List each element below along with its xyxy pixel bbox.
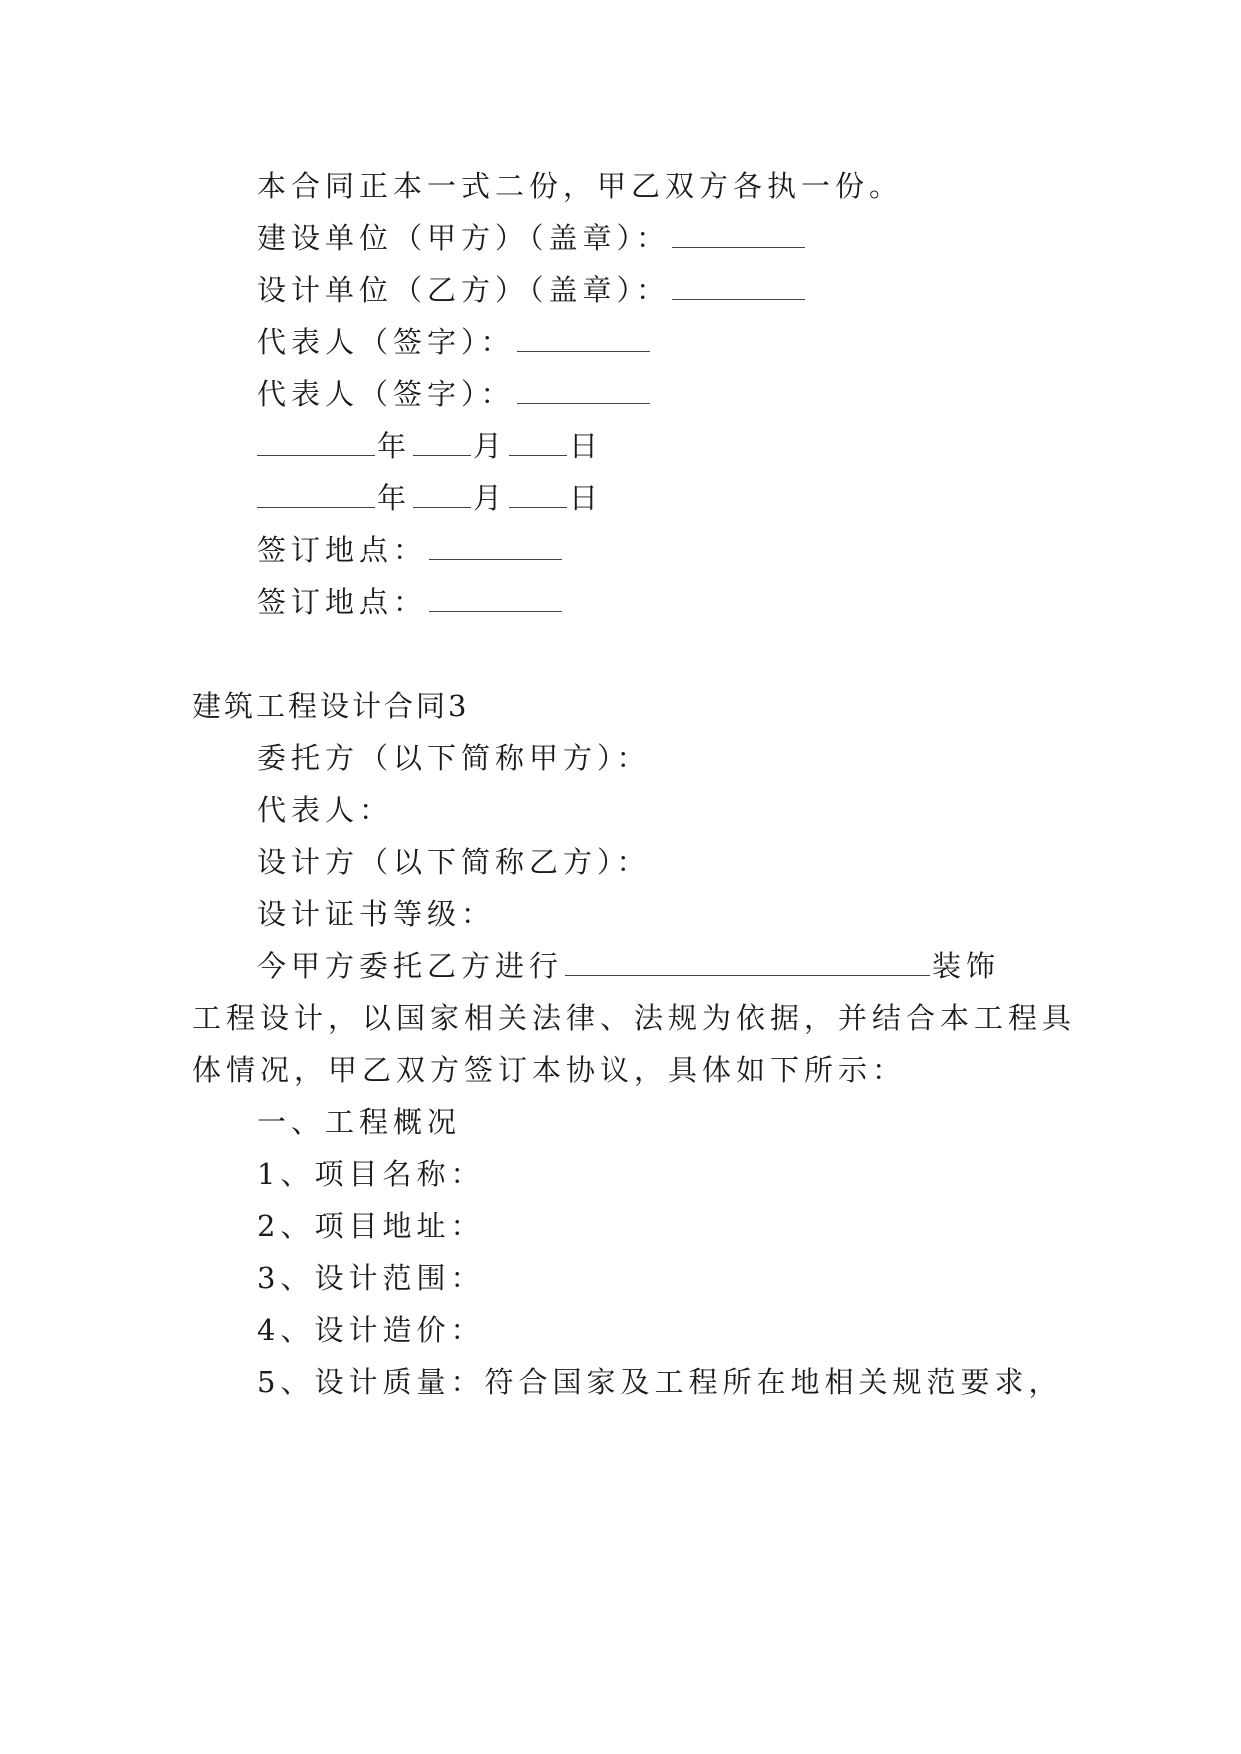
- copies-clause: 本合同正本一式二份，甲乙双方各执一份。: [257, 169, 904, 203]
- month-blank-b: [413, 483, 471, 508]
- signing-place-line-b: 签订地点：: [257, 582, 564, 622]
- representative-sign-line-a: 代表人（签字）：: [257, 322, 652, 362]
- signing-place-line-a: 签订地点：: [257, 530, 564, 570]
- item-design-cost: 4、设计造价：: [257, 1313, 485, 1347]
- day-blank-a: [509, 431, 567, 456]
- item-project-address: 2、项目地址：: [257, 1209, 485, 1243]
- item-design-quality: 5、设计质量：符合国家及工程所在地相关规范要求，: [257, 1365, 1063, 1399]
- project-name-blank: [565, 951, 930, 976]
- representative-line: 代表人：: [257, 793, 394, 827]
- party-a-seal-blank: [672, 223, 805, 248]
- party-b-seal-line: 设计单位（乙方）（盖章）：: [257, 270, 807, 310]
- client-line: 委托方（以下简称甲方）：: [257, 741, 651, 775]
- representative-sign-blank-a: [517, 327, 650, 352]
- year-blank-b: [257, 483, 375, 508]
- cert-level-line: 设计证书等级：: [257, 897, 496, 931]
- intro-paragraph-line2: 工程设计，以国家相关法律、法规为依据，并结合本工程具: [192, 1001, 1077, 1035]
- date-line-b: 年 月 日: [257, 478, 603, 518]
- day-blank-b: [509, 483, 567, 508]
- item-project-name: 1、项目名称：: [257, 1157, 485, 1191]
- representative-sign-blank-b: [517, 379, 650, 404]
- date-line-a: 年 月 日: [257, 426, 603, 466]
- designer-line: 设计方（以下简称乙方）：: [257, 845, 651, 879]
- intro-paragraph-line3: 体情况，甲乙双方签订本协议，具体如下所示：: [192, 1053, 907, 1087]
- month-blank-a: [413, 431, 471, 456]
- party-b-seal-blank: [672, 275, 805, 300]
- item-design-scope: 3、设计范围：: [257, 1261, 485, 1295]
- contract-heading: 建筑工程设计合同3: [192, 689, 470, 723]
- year-blank-a: [257, 431, 375, 456]
- intro-paragraph-line1: 今甲方委托乙方进行 装饰: [257, 949, 1001, 983]
- party-a-seal-line: 建设单位（甲方）（盖章）：: [257, 218, 807, 258]
- representative-sign-line-b: 代表人（签字）：: [257, 374, 652, 414]
- part1-title: 一、工程概况: [257, 1105, 462, 1139]
- signing-place-blank-a: [429, 535, 562, 560]
- signing-place-blank-b: [429, 587, 562, 612]
